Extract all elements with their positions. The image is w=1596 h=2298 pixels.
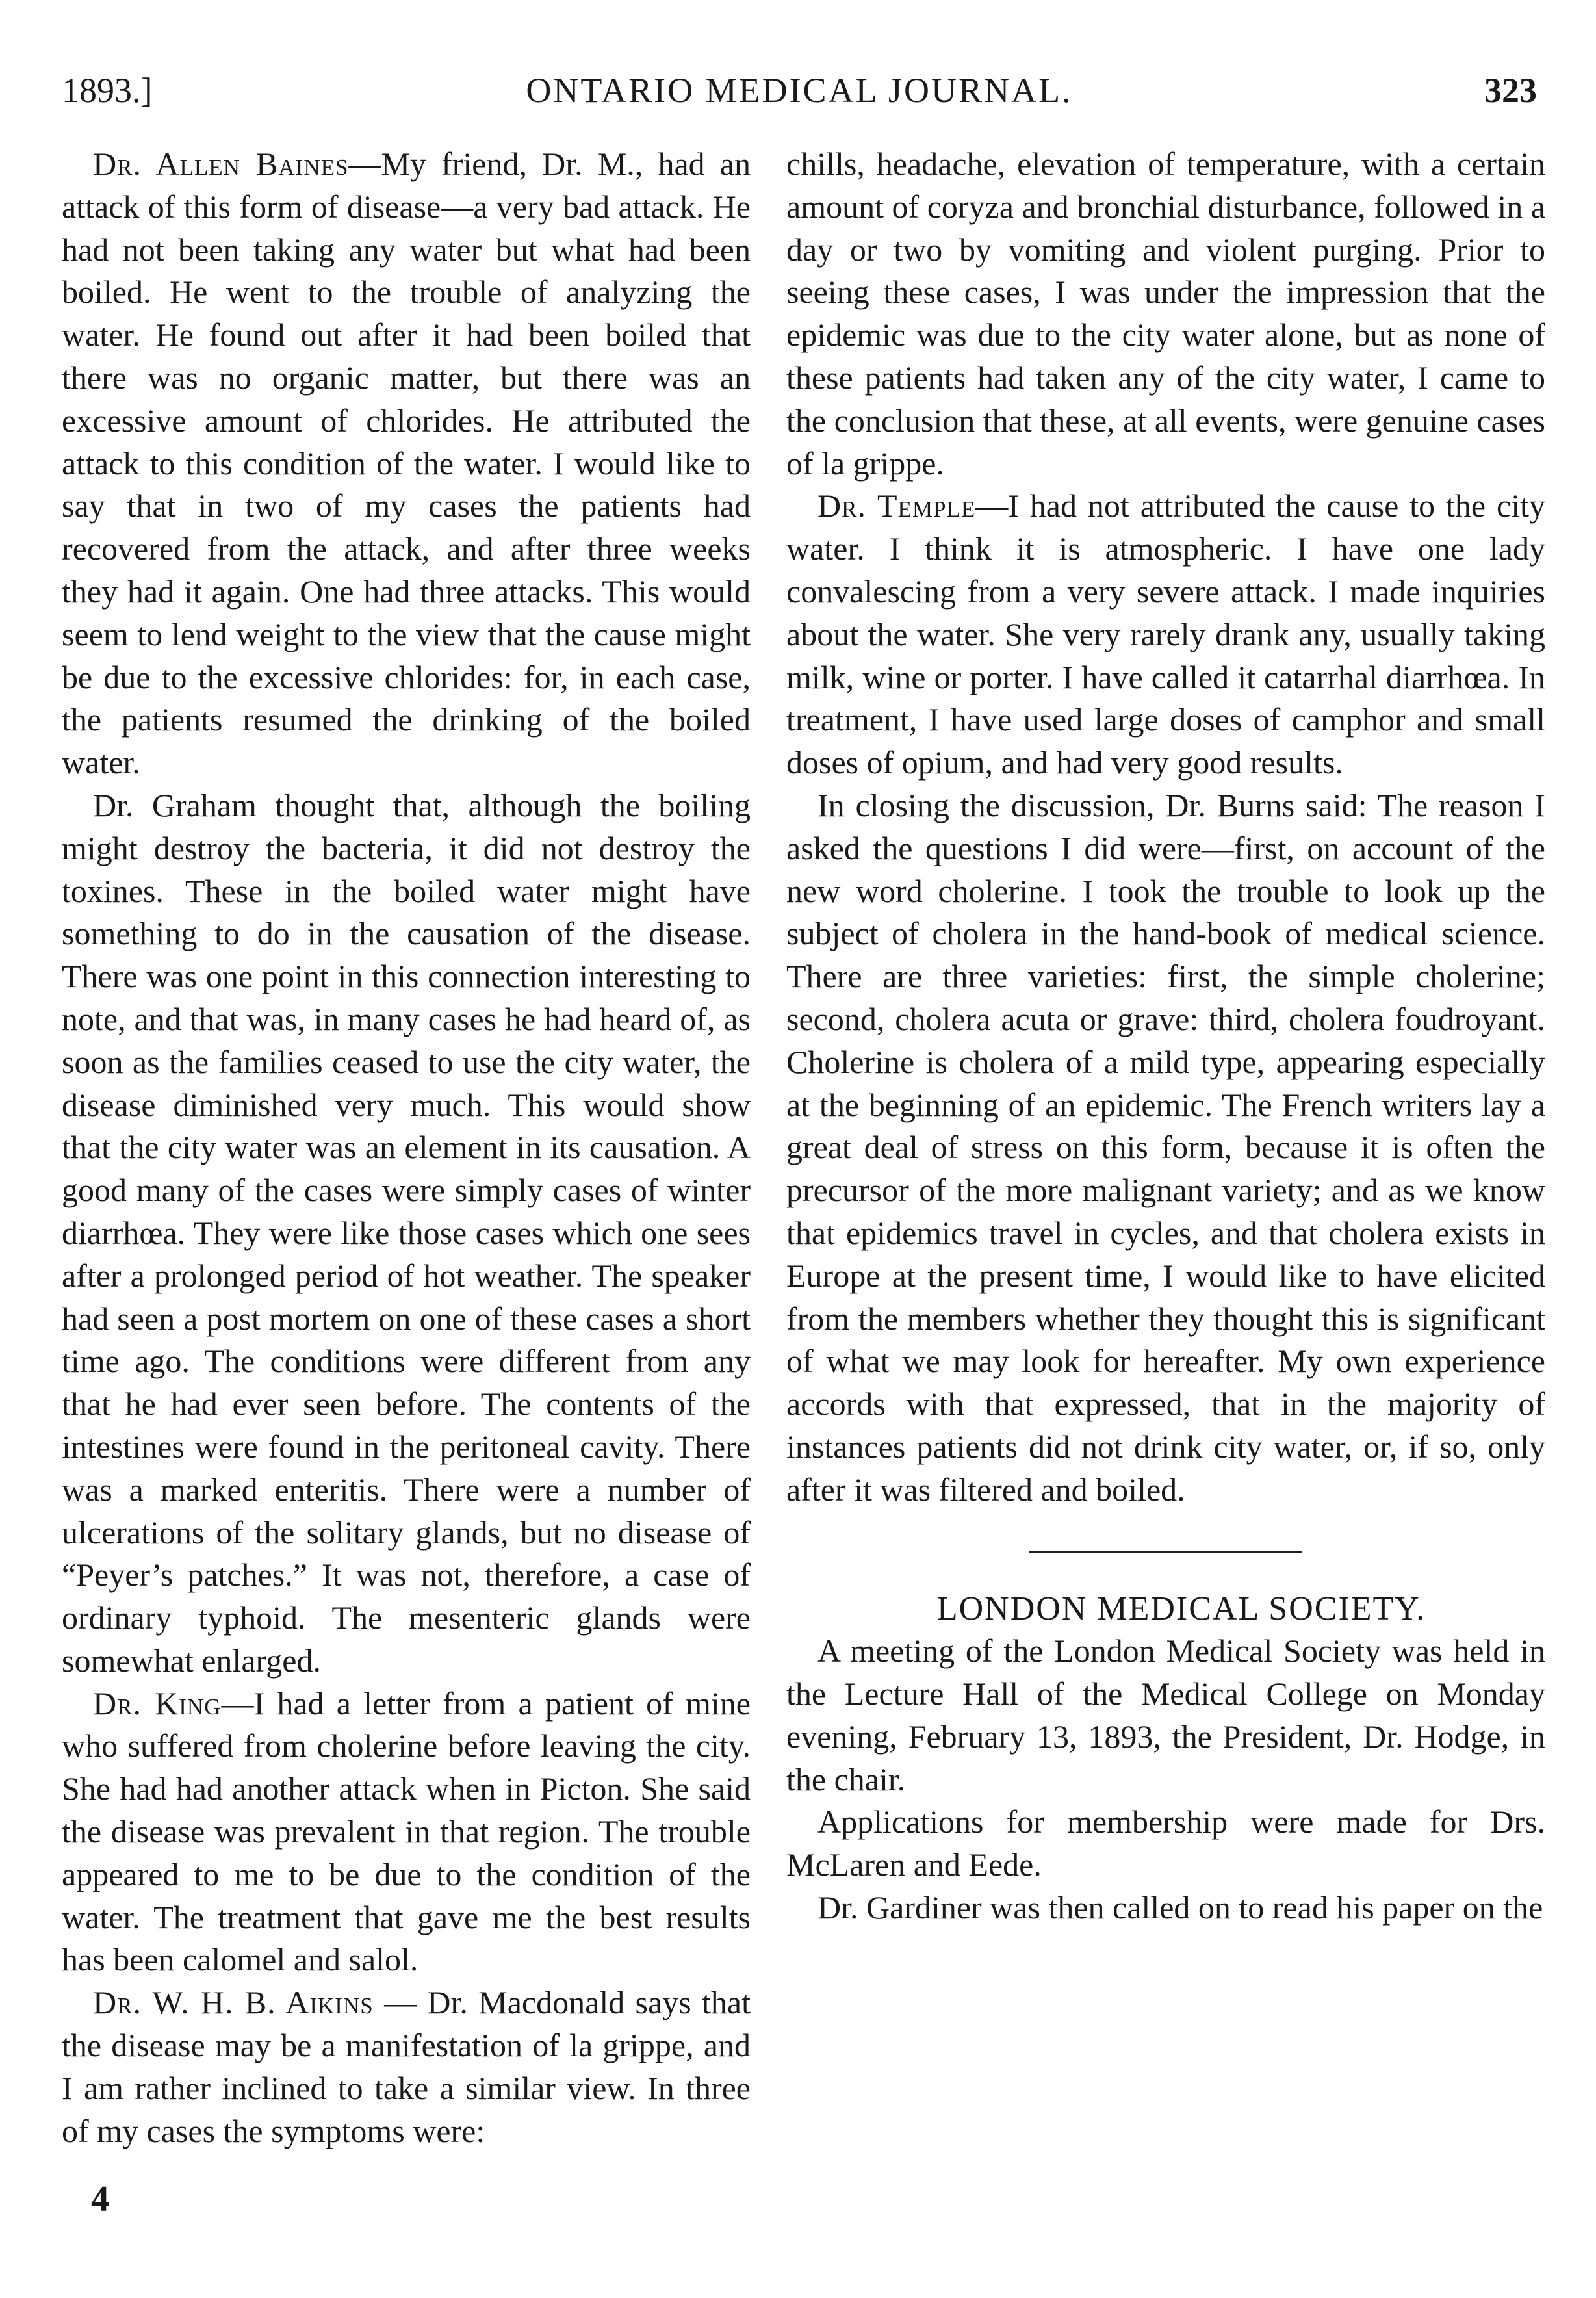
speaker-name: Dr. W. H. B. Aikins xyxy=(93,1984,374,2021)
speaker-name: Dr. King xyxy=(93,1685,222,1722)
paragraph-text: —My friend, Dr. M., had an attack of this form of disease—a very bad attack. He had not been taking any water but what had been boiled. He went to the trouble of analyzing the water. He found out after it had been boiled that there was no organic matter, but there was an excessive amount of chlorides. He attributed the attack to this condition of the water. I would like to say that in two of my cases the patients had recovered from the attack, and after three weeks they had it again. One had three attacks. This would seem to lend weight to the view that the cause might be due to the excessive chlorides: for, in each case, the patients resumed the drinking of the boiled water. xyxy=(62,146,751,781)
paragraph-meeting: A meeting of the London Medical Society was held in the Lecture Hall of the Medical College on Monday evening, February 13, 1893, the President, Dr. Hodge, in the chair. xyxy=(786,1633,1545,1798)
paragraph-baines xyxy=(62,143,751,784)
section-title: LONDON MEDICAL SOCIETY. xyxy=(936,1590,1426,1627)
paragraph-aikins-continued: chills, headache, elevation of temperature, with a certain amount of coryza and bronchial disturbance, followed in a day or two by vomiting and violent purging. Prior to seeing these cases, I was under the impression that the epidemic was due to the city water alone, but as none of these patients had taken any of the city water, I came to the conclusion that these, at all events, were genuine cases of la grippe. xyxy=(786,146,1545,482)
right-column xyxy=(786,143,1545,1930)
paragraph-gardiner: Dr. Gardiner was then called on to read his paper on the xyxy=(817,1889,1543,1926)
paragraph-text: —I had a letter from a patient of mine who suffered from cholerine before leaving the city. She had had another attack when in Picton. She said the disease was prevalent in that region. The trouble appeared to me to be due to the condition of the water. The treatment that gave me the best results has been calomel and salol. xyxy=(62,1685,751,1978)
header-year: 1893.] xyxy=(62,71,153,110)
paragraph-temple xyxy=(786,485,1545,784)
left-column xyxy=(62,143,751,2152)
paragraph-applications: Applications for membership were made for Drs. McLaren and Eede. xyxy=(786,1803,1545,1883)
paragraph-text: —I had not attributed the cause to the city water. I think it is atmospheric. I have one lady convalescing from a very severe attack. I made inquiries about the water. She very rarely drank any, usually taking milk, wine or porter. I have called it catarrhal diarrhœa. In treatment, I have used large doses of camphor and small doses of opium, and had very good results. xyxy=(786,487,1545,781)
paragraph-aikins xyxy=(62,1982,751,2152)
section-divider xyxy=(1029,1551,1302,1553)
paragraph-king xyxy=(62,1683,751,1982)
paragraph-text: — Dr. Macdonald says that the disease may be a manifestation of la grippe, and I am rather inclined to take a similar view. In three of my cases the symptoms were: xyxy=(62,1984,751,2149)
page-number: 323 xyxy=(1484,71,1537,110)
paragraph-graham: Dr. Graham thought that, although the boiling might destroy the bacteria, it did not destroy the toxines. These in the boiled water might have something to do in the causation of the disease. There was one point in this connection interesting to note, and that was, in many cases he had heard of, as soon as the families ceased to use the city water, the disease diminished very much. This would show that the city water was an element in its causation. A good many of the cases were simply cases of winter diarrhœa. They were like those cases which one sees after a prolonged period of hot weather. The speaker had seen a post mortem on one of these cases a short time ago. The conditions were different from any that he had ever seen before. The contents of the intestines were found in the peritoneal cavity. There was a marked enteritis. There were a number of ulcerations of the solitary glands, but no disease of “Peyer’s patches.” It was not, therefore, a case of ordinary typhoid. The mesenteric glands were somewhat enlarged. xyxy=(62,786,751,1679)
running-header xyxy=(62,70,1537,122)
paragraph-burns: In closing the discussion, Dr. Burns said: The reason I asked the questions I did were—first, on account of the new word cholerine. I took the trouble to look up the subject of cholera in the hand-book of medical science. There are three varieties: first, the simple cholerine; second, cholera acuta or grave: third, cholera foudroyant. Cholerine is cholera of a mild type, appearing especially at the beginning of an epidemic. The French writers lay a great deal of stress on this form, because it is often the precursor of the more malignant variety; and as we know that epidemics travel in cycles, and that cholera exists in Europe at the present time, I would like to have elicited from the members whether they thought this is significant of what we may look for hereafter. My own experience accords with that expressed, that in the majority of instances patients did not drink city water, or, if so, only after it was filtered and boiled. xyxy=(786,786,1545,1508)
speaker-name: Dr. Temple xyxy=(817,487,976,524)
speaker-name: Dr. Allen Baines xyxy=(93,146,349,182)
signature-mark: 4 xyxy=(91,2179,109,2219)
journal-title: ONTARIO MEDICAL JOURNAL. xyxy=(526,71,1073,110)
